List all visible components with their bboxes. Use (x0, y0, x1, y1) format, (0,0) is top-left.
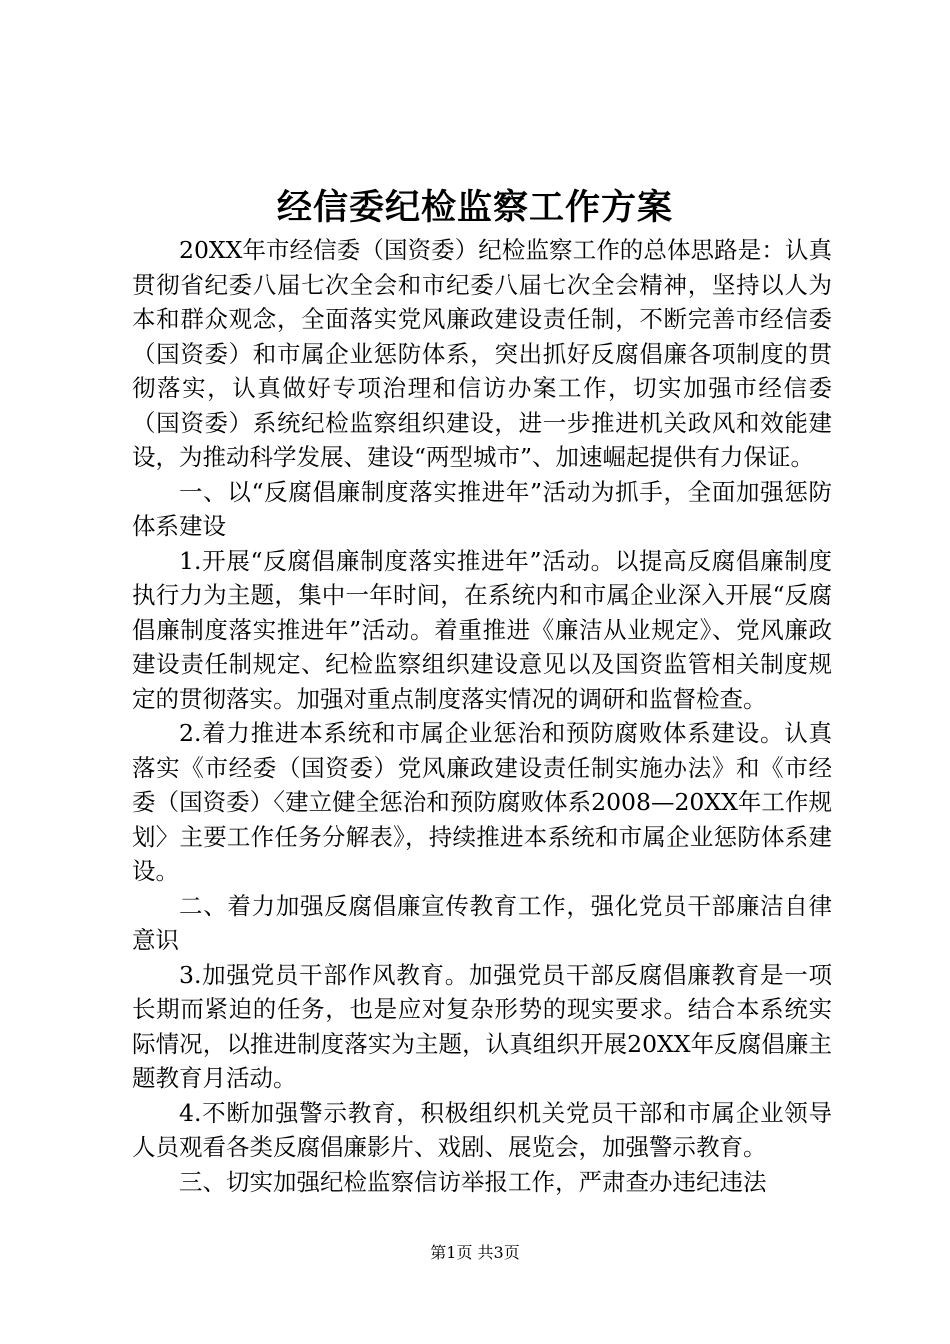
section-heading-2: 二、着力加强反腐倡廉宣传教育工作，强化党员干部廉洁自律意识 (132, 891, 832, 954)
document-title: 经信委纪检监察工作方案 (276, 188, 673, 228)
paragraph-item-1: 1.开展“反腐倡廉制度落实推进年”活动。以提高反腐倡廉制度执行力为主题，集中一年时间，在系统内和市属企业深入开展“反腐倡廉制度落实推进年”活动。着重推进《廉洁从业规定》、党风廉政建设责任制规定、纪检监察组织建设意见以及国资监管相关制度规定的贯彻落实。加强对重点制度落实情况的调研和监督检查。 (132, 546, 832, 713)
section-heading-3: 三、切实加强纪检监察信访举报工作，严肃查办违纪违法 (179, 1167, 767, 1196)
paragraph-item-3: 3.加强党员干部作风教育。加强党员干部反腐倡廉教育是一项长期而紧迫的任务，也是应对复杂形势的现实要求。结合本系统实际情况，以推进制度落实为主题，认真组织开展20XX年反腐倡廉主题教育月活动。 (132, 960, 832, 1092)
page-footer: 第1页 共3页 (430, 1243, 520, 1262)
section-heading-1: 一、以“反腐倡廉制度落实推进年”活动为抓手，全面加强惩防体系建设 (132, 477, 832, 540)
paragraph-intro: 20XX年市经信委（国资委）纪检监察工作的总体思路是：认真贯彻省纪委八届七次全会和市纪委八届七次全会精神，坚持以人为本和群众观念，全面落实党风廉政建设责任制，不断完善市经信委（国资委）和市属企业惩防体系，突出抓好反腐倡廉各项制度的贯彻落实，认真做好专项治理和信访办案工作，切实加强市经信委（国资委）系统纪检监察组织建设，进一步推进机关政风和效能建设，为推动科学发展、建设“两型城市”、加速崛起提供有力保证。 (132, 236, 832, 471)
paragraph-item-2: 2.着力推进本系统和市属企业惩治和预防腐败体系建设。认真落实《市经委（国资委）党风廉政建设责任制实施办法》和《市经委（国资委）〈建立健全惩治和预防腐败体系2008—20XX年工作规划〉主要工作任务分解表》，持续推进本系统和市属企业惩防体系建设。 (132, 719, 832, 885)
paragraph-item-4: 4.不断加强警示教育，积极组织机关党员干部和市属企业领导人员观看各类反腐倡廉影片、戏剧、展览会，加强警示教育。 (132, 1098, 832, 1161)
document-body (132, 233, 832, 1199)
